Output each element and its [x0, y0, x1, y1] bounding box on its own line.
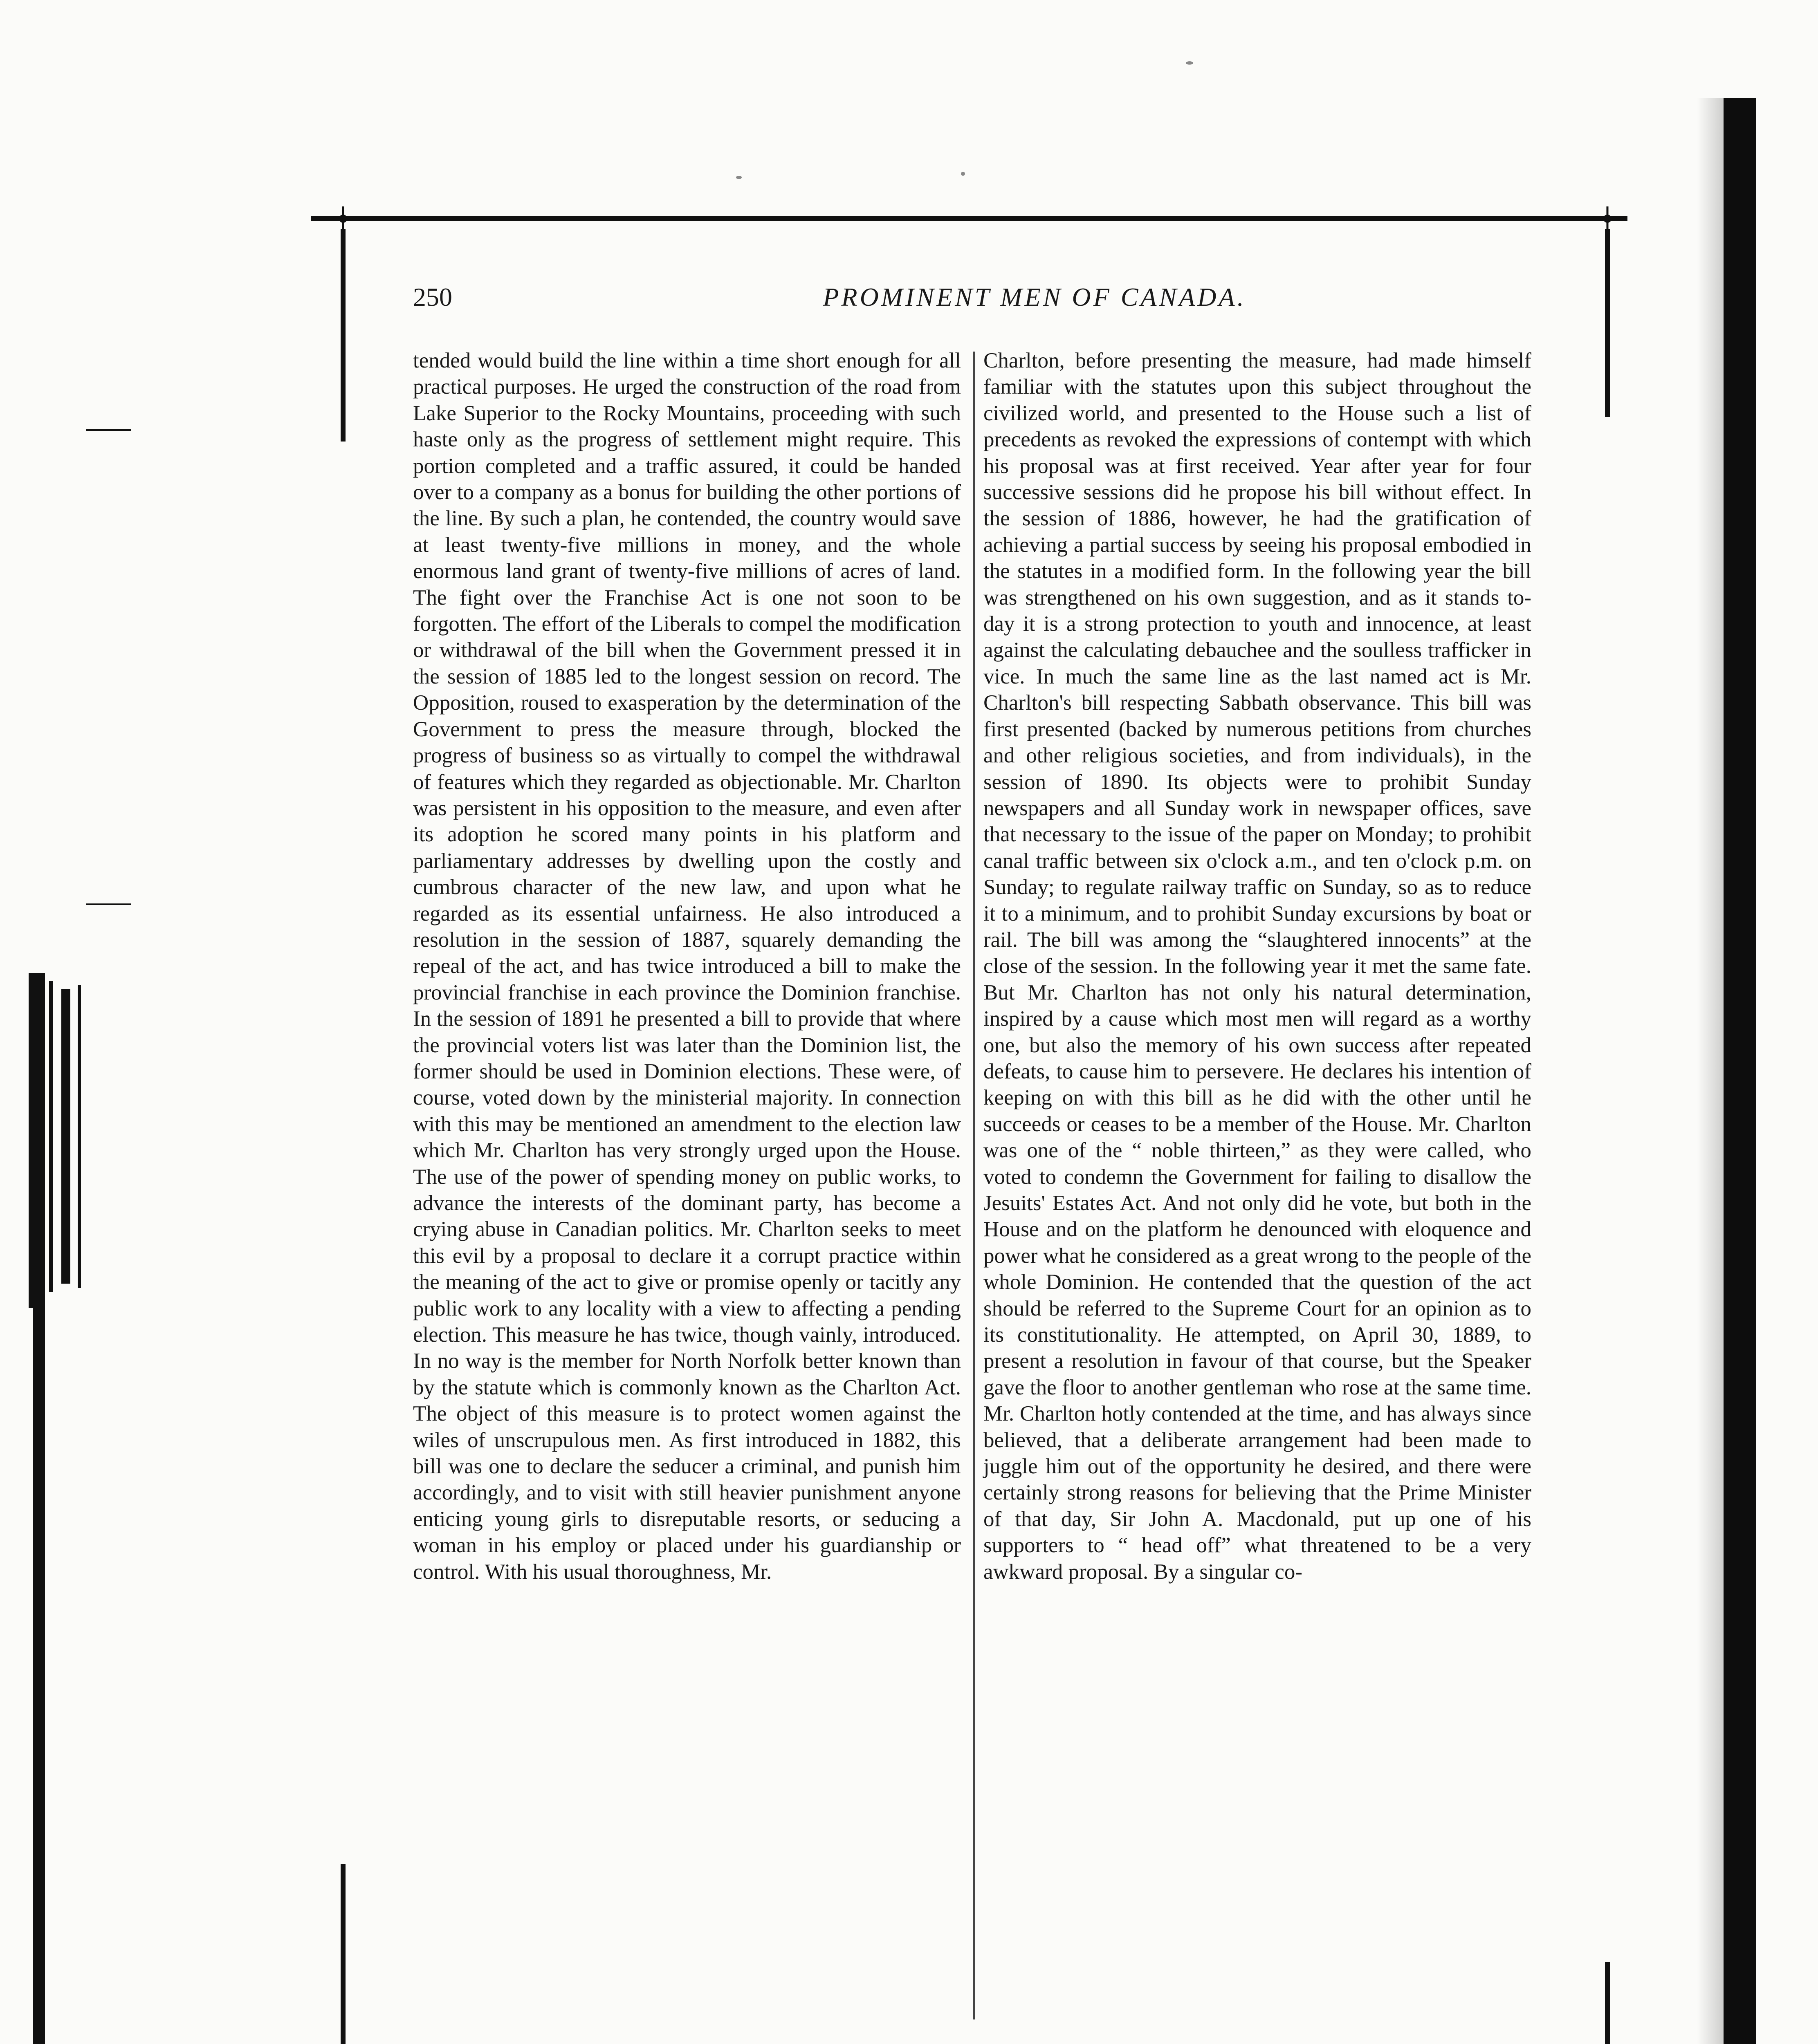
right-text-column: [983, 347, 1531, 1585]
running-title: PROMINENT MEN OF CANADA.: [823, 282, 1246, 312]
page-edge-shadow: [1697, 98, 1724, 2044]
running-head: [413, 282, 1656, 319]
right-top-rule: [1605, 229, 1610, 417]
scan-speck: [961, 172, 965, 176]
right-column-text: Charlton, before presenting the measure, had made himself familiar with the statutes upon this subject throughout the civilized world, and presented to the House such a list of precedents as revoked the expressions of contempt with which his proposal was at first received. Year after year for four successive sessions did he propose his bill without effect. In the session of 1886, however, he had the gratification of achieving a partial success by seeing his proposal embodied in the statutes in a modified form. In the following year the bill was strengthened on his own suggestion, and as it stands to-day it is a strong protection to youth and innocence, at least against the calculating debauchee and the soulless trafficker in vice. In much the same line as the last named act is Mr. Charlton's bill respecting Sabbath observance. This bill was first presented (backed by numerous petitions from churches and other religious societies, and from individuals), in the session of 1890. Its objects were to prohibit Sunday newspapers and all Sunday work in newspaper offices, save that necessary to the issue of the paper on Monday; to prohibit canal traffic between six o'clock a.m., and ten o'clock p.m. on Sunday; to regulate railway traffic on Sunday, so as to reduce it to a minimum, and to prohibit Sunday excursions by boat or rail. The bill was among the “slaughtered innocents” at the close of the session. In the following year it met the same fate. But Mr. Charlton has not only his natural determination, inspired by a cause which most men will regard as a worthy one, but also the memory of his own success after repeated defeats, to cause him to persevere. He declares his intention of keeping on with this bill as he did with the other until he succeeds or ceases to be a member of the House. Mr. Charlton was one of the “ noble thirteen,” as they were called, who voted to condemn the Government for failing to disallow the Jesuits' Estates Act. And not only did he vote, but both in the House and on the platform he denounced with eloquence and power what he considered as a great wrong to the people of the whole Dominion. He contended that the question of the act should be referred to the Supreme Court for an opinion as to its constitutionality. He attempted, on April 30, 1889, to present a resolution in favour of that course, but the Speaker gave the floor to another gentleman who rose at the same time. Mr. Charlton hotly contended at the time, and has always since believed, that a deliberate arrangement had been made to juggle him out of the opportunity he desired, and there were certainly strong reasons for believing that the Prime Minister of that day, Sir John A. Macdonald, put up one of his supporters to “ head off” what threatened to be a very awkward proposal. By a singular co-: [983, 349, 1531, 1584]
left-bottom-rule: [341, 1864, 346, 2044]
corner-ornament-icon: [1595, 206, 1620, 231]
top-border-rule: [311, 216, 1627, 221]
left-top-rule: [341, 229, 346, 442]
right-bottom-rule: [1605, 1962, 1610, 2044]
scan-margin-marks: [0, 0, 123, 2044]
page-number: 250: [413, 282, 452, 312]
page-edge-binding: [1724, 98, 1756, 2044]
column-divider: [973, 352, 975, 2019]
left-text-column: [413, 347, 961, 1585]
scan-speck: [736, 176, 742, 179]
corner-ornament-icon: [331, 206, 355, 231]
left-column-text: tended would build the line within a time short enough for all practical purposes. He urged the construction of the road from Lake Superior to the Rocky Mountains, proceeding with such haste only as the progress of settlement might require. This portion completed and a traffic assured, it could be handed over to a company as a bonus for building the other portions of the line. By such a plan, he contended, the country would save at least twenty-five millions in money, and the whole enormous land grant of twenty-five millions of acres of land. The fight over the Franchise Act is one not soon to be forgotten. The effort of the Liberals to compel the modification or withdrawal of the bill when the Government pressed it in the session of 1885 led to the longest session on record. The Opposition, roused to exasperation by the determination of the Government to press the measure through, blocked the progress of business so as virtually to compel the withdrawal of features which they regarded as objectionable. Mr. Charlton was persistent in his opposition to the measure, and even after its adoption he scored many points in his platform and parliamentary addresses by dwelling upon the costly and cumbrous character of the new law, and upon what he regarded as its essential unfairness. He also introduced a resolution in the session of 1887, squarely demanding the repeal of the act, and has twice introduced a bill to make the provincial franchise in each province the Dominion franchise. In the session of 1891 he presented a bill to provide that where the provincial voters list was later than the Dominion list, the former should be used in Dominion elections. These were, of course, voted down by the ministerial majority. In connection with this may be mentioned an amendment to the election law which Mr. Charlton has very strongly urged upon the House. The use of the power of spending money on public works, to advance the interests of the dominant party, has become a crying abuse in Canadian politics. Mr. Charlton seeks to meet this evil by a proposal to declare it a corrupt practice within the meaning of the act to give or promise openly or tacitly any public work to any locality with a view to affecting a pending election. This measure he has twice, though vainly, introduced. In no way is the member for North Norfolk better known than by the statute which is commonly known as the Charlton Act. The object of this measure is to protect women against the wiles of unscrupulous men. As first introduced in 1882, this bill was one to declare the seducer a criminal, and punish him accordingly, and to visit with still heavier punishment anyone enticing young girls to disreputable resorts, or seducing a woman in his employ or placed under his guardianship or control. With his usual thoroughness, Mr.: [413, 349, 961, 1584]
scan-speck: [1186, 61, 1193, 65]
